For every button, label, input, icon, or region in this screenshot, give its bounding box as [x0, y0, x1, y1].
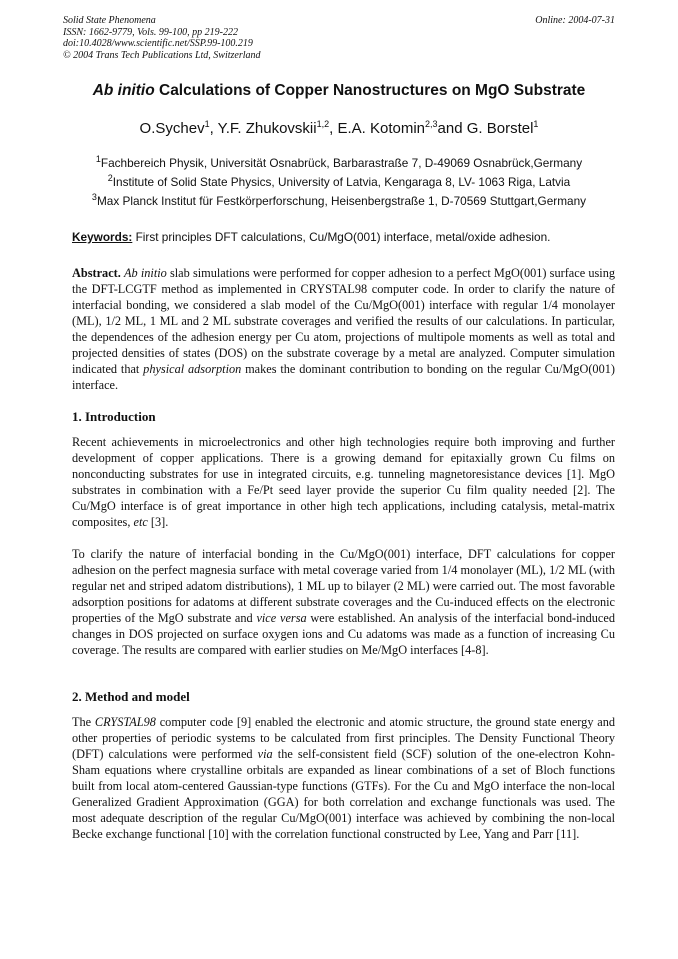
text-run: [3].	[147, 515, 169, 529]
affiliation-text: Fachbereich Physik, Universität Osnabrück, Barbarastraße 7, D-49069 Osnabrück,Germany	[100, 156, 583, 170]
affiliation	[63, 175, 615, 189]
text-run: were established. An analysis of the interfacial bond-induced changes in DOS projected on surface oxygen ions and Cu adatoms was made as a function of increasing Cu coverage. The results are compared with earlier studies on Me/MgO interfaces [4-8].	[72, 611, 615, 657]
italic-text: via	[257, 747, 273, 761]
italic-text: Ab initio	[124, 266, 167, 280]
author-name: O.Sychev	[139, 120, 205, 137]
text-run: The	[72, 715, 95, 729]
body-paragraph	[72, 434, 615, 530]
body-paragraph	[72, 714, 615, 842]
section-heading: 2. Method and model	[72, 689, 190, 704]
title-rest: Calculations of Copper Nanostructures on MgO Substrate	[154, 82, 586, 99]
online-date: Online: 2004-07-31	[535, 15, 615, 26]
author-affil-sup: 1,2	[316, 119, 330, 129]
text-run: computer code [9] enabled the electronic and atomic structure, the ground state energy and other properties of periodic systems to be calculated from first principles. The Density Functional Theory (DFT) calculations were performed	[72, 715, 615, 761]
author-name: E.A. Kotomin	[337, 120, 426, 137]
affiliation	[63, 156, 615, 170]
affiliation	[63, 194, 615, 208]
author-separator: ,	[329, 120, 338, 137]
journal-copyright: © 2004 Trans Tech Publications Ltd, Switzerland	[63, 49, 261, 61]
text-run: the self-consistent field (SCF) solution of the one-electron Kohn-Sham equations where crystalline orbitals are expanded as linear combinations of a set of Bloch functions built from local atom-centered Gaussian-type functions (GTFs). For the Cu and MgO interface the non-local Generalized Gradient Approximation (GGA) for both correlation and exchange functionals was used. The most adequate description of the regular Cu/MgO(001) interface was achieved by combining the non-local Becke exchange functional [10] with the correlation functional constructed by Lee, Yang and Parr [11].	[72, 747, 615, 841]
body-paragraph	[72, 546, 615, 658]
author-separator: ,	[209, 120, 218, 137]
text-run: makes the dominant contribution to bonding on the regular Cu/MgO(001) interface.	[72, 362, 615, 392]
keywords	[72, 230, 612, 244]
journal-header	[63, 15, 423, 61]
author-affil-sup: 2,3	[425, 119, 438, 129]
affiliation-sup: 2	[107, 173, 113, 184]
author-affil-sup: 1	[533, 119, 539, 129]
keywords-text: First principles DFT calculations, Cu/MgO(001) interface, metal/oxide adhesion.	[132, 230, 551, 244]
text-run: Recent achievements in microelectronics and other high technologies require both improving and further development of copper applications. There is a growing demand for epitaxially grown Cu films on nonconducting substrates for use in integrated circuits, e.g. tunneling magnetoresistance devices [1]. MgO substrates in combination with a Fe/Pt seed layer provide the superior Cu film quality needed [2]. The Cu/MgO interface is of great importance in other high tech applications, including catalysis, metal-matrix composites,	[72, 435, 615, 529]
affiliation-text: Institute of Solid State Physics, University of Latvia, Kengaraga 8, LV- 1063 Riga, Latvia	[112, 175, 571, 189]
italic-text: physical adsorption	[143, 362, 242, 376]
paper-title	[63, 82, 615, 100]
author-name: Y.F. Zhukovskii	[217, 120, 317, 137]
abstract-paragraph	[72, 265, 615, 393]
italic-text: etc	[133, 515, 148, 529]
author-affil-sup: 1	[204, 119, 210, 129]
affiliation-text: Max Planck Institut für Festkörperforschung, Heisenbergstraße 1, D-70569 Stuttgart,Germany	[96, 194, 587, 208]
affiliation-sup: 3	[91, 192, 97, 203]
author-name: and G. Borstel	[437, 120, 534, 137]
italic-text: CRYSTAL98	[94, 715, 156, 729]
journal-doi: doi:10.4028/www.scientific.net/SSP.99-100.219	[63, 38, 253, 49]
text-run: slab simulations were performed for copper adhesion to a perfect MgO(001) surface using the DFT-LCGTF method as implemented in CRYSTAL98 computer code. In order to clarify the nature of interfacial bonding, we considered a slab model of the Cu/MgO(001) interface with regular 1/4 monolayer (ML), 1/2 ML, 1 ML and 2 ML substrate coverages and verified the results of our calculations. In particular, the dependences of the adhesion energy per Cu atom, projections of multipole moments as well as total and projected densities of states (DOS) on the substrate coverage by a metal are analyzed. Computer simulation indicated that	[72, 266, 615, 376]
italic-text: vice versa	[256, 611, 307, 625]
affiliation-sup: 1	[95, 154, 101, 165]
journal-name: Solid State Phenomena	[63, 15, 156, 26]
section-heading: 1. Introduction	[72, 409, 156, 424]
text-run: To clarify the nature of interfacial bonding in the Cu/MgO(001) interface, DFT calculations for copper adhesion on the perfect magnesia surface with metal coverage varied from 1/4 monolayer (ML), 1/2 ML (with regular net and striped adatom distributions), 1 ML up to bilayer (2 ML) were carried out. The most favorable adsorption positions for adatoms at different substrate coverages and the Cu-induced effects on the electronic properties of the MgO substrate and	[72, 547, 615, 625]
journal-issn: ISSN: 1662-9779, Vols. 99-100, pp 219-222	[63, 26, 238, 38]
keywords-label: Keywords:	[72, 230, 133, 244]
abstract-label: Abstract.	[72, 266, 121, 280]
title-italic: Ab initio	[92, 82, 155, 99]
author-list	[63, 120, 615, 137]
